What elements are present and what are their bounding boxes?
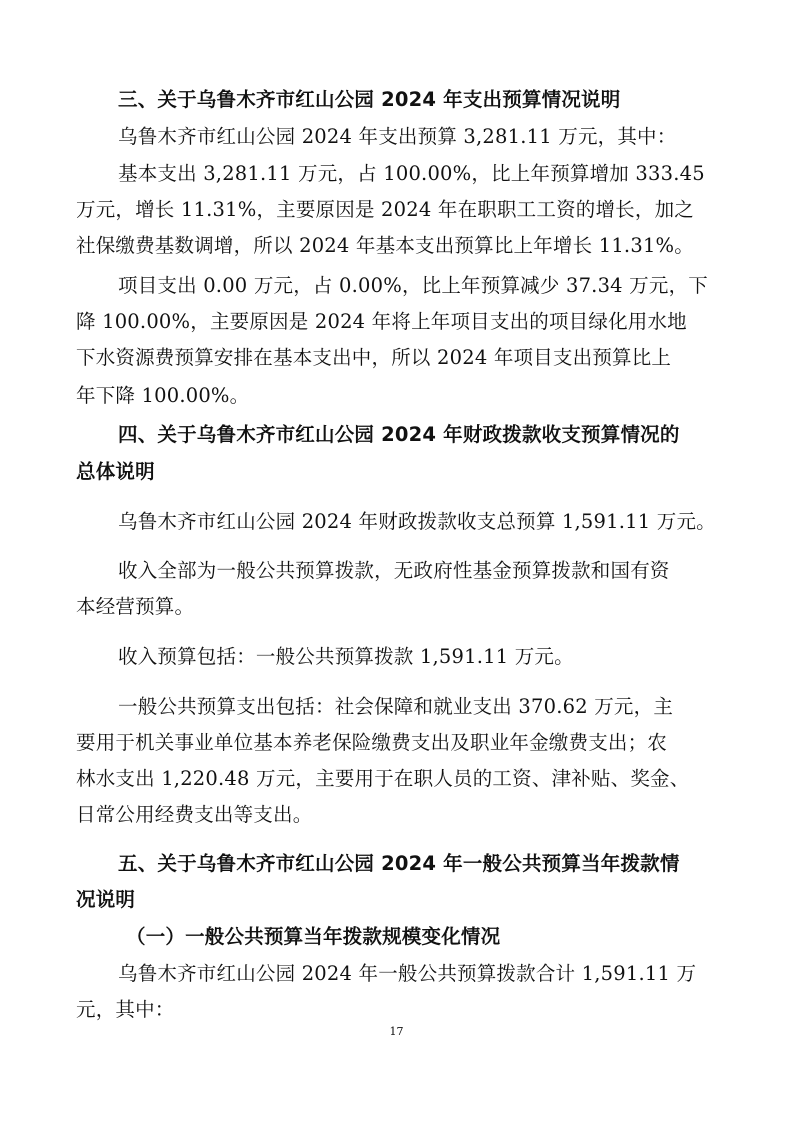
section-4-paragraph-1: 乌鲁木齐市红山公园 2024 年财政拨款收支总预算 1,591.11 万元。 [118, 510, 716, 533]
page-number: 17 [389, 1025, 404, 1038]
section-5-subheading-1: （一）一般公共预算当年拨款规模变化情况 [126, 925, 501, 948]
section-4-paragraph-4-line-3: 林水支出 1,220.48 万元，主要用于在职人员的工资、津补贴、奖金、 [76, 767, 690, 790]
section-5-paragraph-1-line-1: 乌鲁木齐市红山公园 2024 年一般公共预算拨款合计 1,591.11 万 [118, 962, 697, 985]
section-3-heading: 三、关于乌鲁木齐市红山公园 2024 年支出预算情况说明 [118, 88, 621, 111]
section-4-paragraph-3: 收入预算包括：一般公共预算拨款 1,591.11 万元。 [118, 645, 574, 668]
section-3-paragraph-3-line-3: 下水资源费预算安排在基本支出中，所以 2024 年项目支出预算比上 [76, 346, 672, 369]
section-4-paragraph-2-line-2: 本经营预算。 [76, 595, 195, 618]
section-3-paragraph-3-line-2: 降 100.00%，主要原因是 2024 年将上年项目支出的项目绿化用水地 [76, 310, 687, 333]
section-4-paragraph-4-line-1: 一般公共预算支出包括：社会保障和就业支出 370.62 万元，主 [118, 695, 674, 718]
section-3-paragraph-2-line-1: 基本支出 3,281.11 万元，占 100.00%，比上年预算增加 333.45 [118, 162, 705, 185]
section-4-heading-line-1: 四、关于乌鲁木齐市红山公园 2024 年财政拨款收支预算情况的 [118, 423, 680, 446]
section-3-paragraph-3-line-1: 项目支出 0.00 万元，占 0.00%，比上年预算减少 37.34 万元，下 [118, 274, 708, 297]
section-4-paragraph-2-line-1: 收入全部为一般公共预算拨款，无政府性基金预算拨款和国有资 [118, 559, 670, 582]
section-5-heading-line-1: 五、关于乌鲁木齐市红山公园 2024 年一般公共预算当年拨款情 [118, 852, 680, 875]
section-5-heading-line-2: 况说明 [76, 888, 136, 911]
section-5-paragraph-1-line-2: 元，其中： [76, 998, 175, 1021]
section-4-heading-line-2: 总体说明 [76, 460, 155, 483]
section-4-paragraph-4-line-2: 要用于机关事业单位基本养老保险缴费支出及职业年金缴费支出；农 [76, 731, 668, 754]
section-4-paragraph-4-line-4: 日常公用经费支出等支出。 [76, 803, 313, 826]
section-3-paragraph-2-line-2: 万元，增长 11.31%，主要原因是 2024 年在职职工工资的增长，加之 [76, 198, 694, 221]
section-3-paragraph-2-line-3: 社保缴费基数调增，所以 2024 年基本支出预算比上年增长 11.31%。 [76, 234, 694, 257]
section-3-paragraph-3-line-4: 年下降 100.00%。 [76, 384, 250, 407]
section-3-paragraph-1: 乌鲁木齐市红山公园 2024 年支出预算 3,281.11 万元，其中： [118, 125, 677, 148]
